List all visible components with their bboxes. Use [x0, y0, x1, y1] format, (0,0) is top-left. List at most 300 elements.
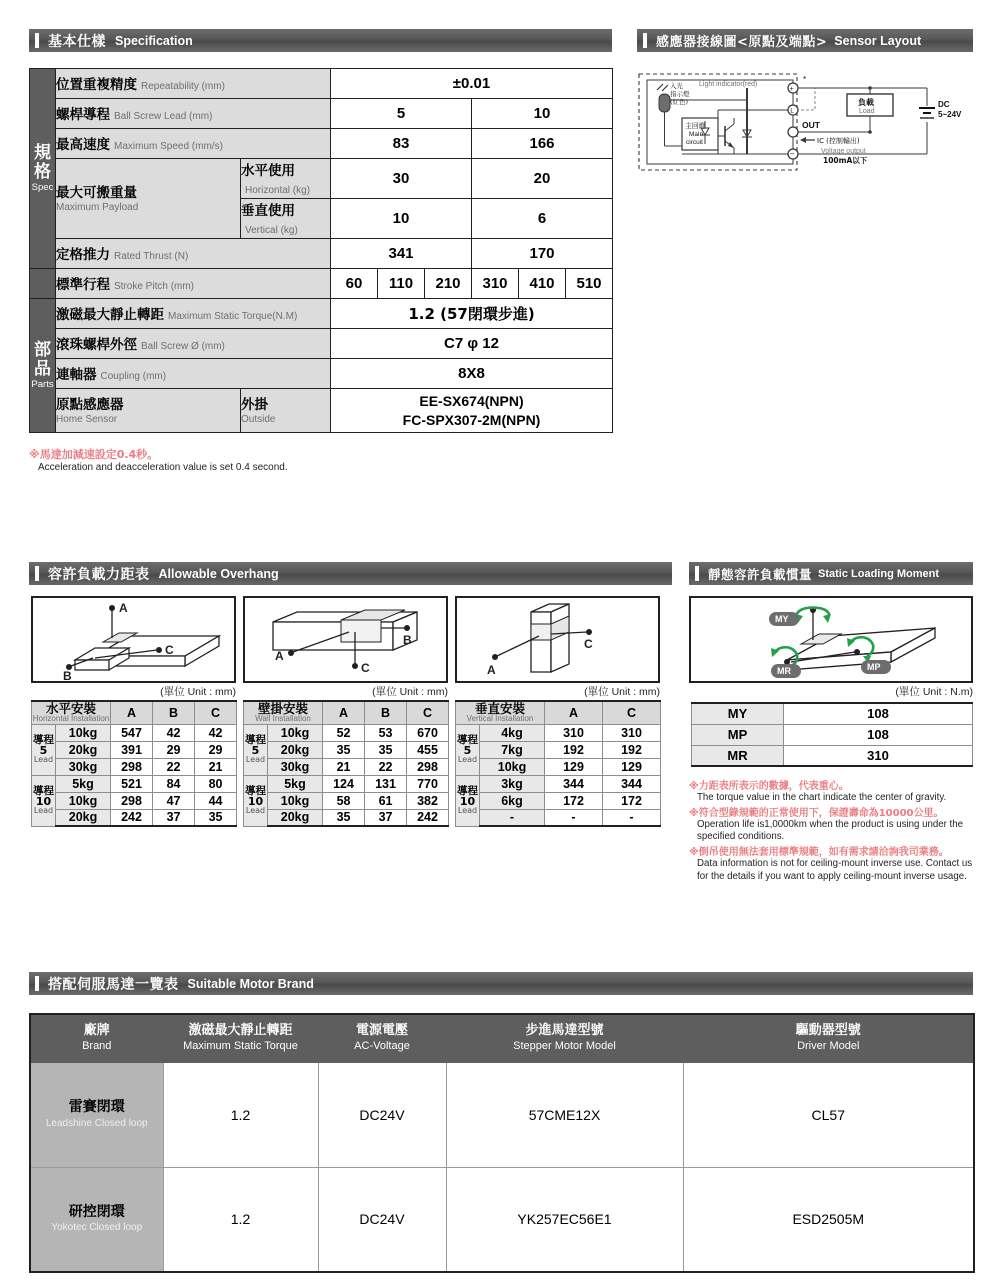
label-zh: 位置重複精度: [56, 77, 137, 93]
svg-text:MY: MY: [775, 614, 789, 624]
value-c: 382: [407, 792, 449, 809]
column-brand: [30, 1014, 163, 1062]
svg-text:(紅色): (紅色): [670, 98, 689, 106]
value-repeatability: ±0.01: [331, 69, 613, 99]
value-c: 42: [195, 724, 237, 741]
table-row: [244, 792, 449, 809]
value-lead-5: 5: [331, 99, 472, 129]
svg-text:MP: MP: [867, 662, 881, 672]
table-row: [692, 703, 973, 724]
unit-label-vertical: (單位 Unit : mm): [584, 686, 660, 698]
svg-text:MR: MR: [777, 666, 791, 676]
table-row: [244, 775, 449, 792]
moment-key-mr: MR: [692, 745, 784, 766]
lead-num: 5: [39, 744, 48, 758]
column-a: A: [323, 701, 365, 724]
value-a: 547: [111, 724, 153, 741]
column-zh: 電源電壓: [355, 1023, 408, 1038]
transistor-symbol: [718, 118, 734, 154]
svg-text:B: B: [63, 669, 72, 681]
side-label-spec-bottom: [30, 269, 56, 299]
table-row: [32, 758, 237, 775]
lead-en: Lead: [245, 755, 266, 765]
value-lead-10: 10: [472, 99, 613, 129]
motor-model-value: 57CME12X: [446, 1062, 683, 1167]
home-sensor-line-1: EE-SX674(NPN): [419, 393, 524, 410]
value-a: 298: [111, 792, 153, 809]
label-en: Ball Screw Lead (mm): [114, 111, 213, 122]
lead-group-10: [244, 775, 268, 826]
column-en: Brand: [82, 1040, 112, 1053]
load-value: 20kg: [268, 809, 323, 826]
value-coupling: 8X8: [331, 359, 613, 389]
horizontal-overhang-diagram: [31, 596, 236, 683]
motor-model-value: YK257EC56E1: [446, 1167, 683, 1272]
table-row: [30, 1167, 974, 1272]
label-zh: 連軸器: [56, 367, 97, 383]
value-vertical-10: 6: [472, 199, 613, 239]
side-label-parts-en: Parts: [31, 378, 54, 390]
svg-text:IC (控制輸出): IC (控制輸出): [817, 137, 860, 145]
motor-title-zh: 搭配伺服馬達一覽表: [48, 976, 179, 993]
value-b: 35: [365, 741, 407, 758]
column-max-static-torque: [163, 1014, 318, 1062]
load-value: 6kg: [480, 792, 545, 809]
bar-tick: [695, 566, 699, 581]
svg-text:C: C: [165, 643, 174, 657]
column-zh: 廠牌: [83, 1023, 110, 1038]
label-max-payload: [56, 159, 241, 239]
static-loading-moment-notes: [689, 777, 979, 883]
led-indicator-icon: [657, 84, 670, 124]
lead-en: Lead: [33, 755, 54, 765]
table-header-row: [244, 701, 449, 724]
label-en: Coupling (mm): [100, 371, 167, 382]
lead-zh: 導程: [245, 733, 266, 746]
moment-title-zh: 靜態容許負載慣量: [708, 566, 813, 582]
table-row: [30, 299, 613, 329]
svg-text:A: A: [487, 663, 496, 677]
svg-text:5~24V: 5~24V: [938, 110, 962, 119]
lead-num: 10: [35, 795, 52, 809]
section-title-zh: 基本仕樣: [48, 33, 106, 50]
section-header-static-loading-moment: [689, 562, 973, 585]
column-b: B: [153, 701, 195, 724]
value-a: 52: [323, 724, 365, 741]
value-home-sensor: [331, 389, 613, 433]
value-c: 670: [407, 724, 449, 741]
header-zh: 壁掛安裝: [258, 701, 309, 716]
header-en: Horizontal Installation: [32, 714, 110, 724]
table-row: [692, 724, 973, 745]
load-value: 20kg: [56, 741, 111, 758]
svg-text:指示燈: 指示燈: [670, 90, 690, 98]
value-thrust-5: 341: [331, 239, 472, 269]
value-b: 84: [153, 775, 195, 792]
value-c: 44: [195, 792, 237, 809]
svg-text:−: −: [789, 149, 795, 159]
table-row: [244, 809, 449, 826]
column-en: AC-Voltage: [354, 1040, 410, 1053]
unit-label-horizontal: (單位 Unit : mm): [160, 686, 236, 698]
lead-group-5: [244, 724, 268, 775]
header-zh: 水平安裝: [46, 701, 97, 716]
column-b: B: [365, 701, 407, 724]
sensor-title-zh: 感應器接線圖<原點及端點>: [656, 35, 828, 50]
brand-en: Yokotec Closed loop: [51, 1222, 143, 1234]
value-horizontal-5: 30: [331, 159, 472, 199]
lead-en: Lead: [457, 755, 478, 765]
load-value: -: [480, 809, 545, 826]
moment-value-my: 108: [784, 703, 973, 724]
section-header-allowable-overhang: [29, 562, 672, 585]
value-vertical-5: 10: [331, 199, 472, 239]
value-horizontal-10: 20: [472, 159, 613, 199]
label-en: Home Sensor: [56, 413, 118, 425]
unit-label-wall: (單位 Unit : mm): [372, 686, 448, 698]
table-row: [244, 758, 449, 775]
value-a: 344: [545, 775, 603, 792]
column-stepper-motor-model: [446, 1014, 683, 1062]
moment-key-my: MY: [692, 703, 784, 724]
table-row: [456, 775, 661, 792]
table-row: [32, 775, 237, 792]
svg-text:Load: Load: [859, 108, 875, 115]
load-value: 4kg: [480, 724, 545, 741]
value-c: 242: [407, 809, 449, 826]
label-en: Outside: [241, 413, 276, 425]
column-en: Driver Model: [797, 1040, 860, 1053]
value-c: 35: [195, 809, 237, 826]
bar-tick: [35, 33, 39, 48]
svg-text:DC: DC: [938, 100, 950, 109]
voltage-value: DC24V: [318, 1167, 446, 1272]
label-en: Vertical (kg): [245, 225, 298, 236]
load-value: 7kg: [480, 741, 545, 758]
note-1-en: The torque value in the chart indicate the center of gravity.: [697, 792, 947, 803]
load-value: 10kg: [268, 724, 323, 741]
label-vertical-payload: [241, 199, 331, 239]
horizontal-installation-table: [31, 700, 237, 827]
value-a: 298: [111, 758, 153, 775]
table-row: [30, 359, 613, 389]
value-thrust-10: 170: [472, 239, 613, 269]
header-en: Wall Installation: [255, 714, 311, 724]
label-rated-thrust: [56, 239, 331, 269]
wall-installation-table: [243, 700, 449, 827]
svg-text:A: A: [119, 601, 128, 615]
table-row: [456, 724, 661, 741]
label-zh: 水平使用: [241, 163, 295, 179]
table-row: [32, 724, 237, 741]
svg-text:+: +: [789, 85, 794, 93]
value-a: 521: [111, 775, 153, 792]
column-en: Stepper Motor Model: [513, 1040, 616, 1053]
value-c: 455: [407, 741, 449, 758]
column-a: A: [545, 701, 603, 724]
label-horizontal-payload: [241, 159, 331, 199]
lead-en: Lead: [245, 806, 266, 816]
label-en: Repeatability (mm): [141, 81, 225, 92]
label-en: Stroke Pitch (mm): [114, 281, 195, 292]
value-stroke-2: 210: [425, 269, 472, 299]
column-c: C: [603, 701, 661, 724]
value-a: 124: [323, 775, 365, 792]
note-2-en: Operation life is1,0000km when the product is using under the specified conditions.: [697, 819, 964, 843]
unit-label-moment: (單位 Unit : N.m): [895, 686, 973, 698]
value-c: 21: [195, 758, 237, 775]
side-label-spec: [30, 69, 56, 269]
label-zh: 滾珠螺桿外徑: [56, 337, 137, 353]
brand-zh: 研控閉環: [68, 1203, 125, 1220]
svg-text:OUT: OUT: [802, 120, 820, 130]
note-2-zh: ※符合型錄規範的正常使用下，保證壽命為10000公里。: [689, 808, 944, 820]
value-a: 58: [323, 792, 365, 809]
label-en: Rated Thrust (N): [114, 251, 189, 262]
moment-diagram: [689, 596, 973, 683]
value-b: 37: [365, 809, 407, 826]
table-row: [30, 99, 613, 129]
column-zh: 激磁最大靜止轉距: [188, 1023, 293, 1038]
svg-text:L: L: [790, 108, 794, 115]
driver-model-value: ESD2505M: [683, 1167, 974, 1272]
column-c: C: [195, 701, 237, 724]
table-row: [30, 69, 613, 99]
brand-en: Leadshine Closed loop: [45, 1117, 148, 1129]
table-row: [456, 792, 661, 809]
table-row: [32, 792, 237, 809]
svg-text:*: *: [803, 75, 807, 84]
label-en: Maximum Speed (mm/s): [114, 141, 223, 152]
load-value: 30kg: [56, 758, 111, 775]
value-b: 42: [153, 724, 195, 741]
label-en: Ball Screw Ø (mm): [141, 341, 225, 352]
table-header-row: [30, 1014, 974, 1062]
lead-group-10: [32, 775, 56, 826]
header-en: Vertical Installation: [466, 714, 534, 724]
table-row: [30, 159, 613, 199]
bar-tick: [35, 566, 39, 581]
note-3-en: Data information is not for ceiling-mount inverse use. Contact us for the details if you want to apply ceiling-mount inverse usage.: [697, 858, 973, 882]
label-zh: 標準行程: [56, 277, 110, 293]
value-max-speed-5: 83: [331, 129, 472, 159]
svg-text:B: B: [403, 633, 412, 647]
header-zh: 垂直安裝: [475, 701, 526, 716]
dc-source-icon: [919, 108, 935, 118]
table-header-row: [456, 701, 661, 724]
label-ball-screw-dia: [56, 329, 331, 359]
moment-key-mp: MP: [692, 724, 784, 745]
table-row: [30, 269, 613, 299]
torque-value: 1.2: [163, 1062, 318, 1167]
lead-num: 10: [459, 795, 476, 809]
lead-en: Lead: [457, 806, 478, 816]
label-zh: 最大可搬重量: [56, 184, 137, 201]
wall-overhang-diagram: [243, 596, 448, 683]
note-3-zh: ※倒吊使用無法套用標準規範，如有需求請洽詢我司業務。: [689, 847, 949, 859]
moment-value-mp: 108: [784, 724, 973, 745]
load-value: 5kg: [268, 775, 323, 792]
sensor-title-en: Sensor Layout: [834, 33, 922, 48]
label-stroke-pitch: [56, 269, 331, 299]
value-a: 192: [545, 741, 603, 758]
label-en: Maximum Static Torque(N.M): [168, 311, 298, 322]
value-a: 35: [323, 741, 365, 758]
static-loading-moment-table: [691, 702, 973, 767]
value-a: 172: [545, 792, 603, 809]
lead-group-5: [32, 724, 56, 775]
table-row: [32, 809, 237, 826]
value-c: -: [603, 809, 661, 826]
suitable-motor-brand-table: [29, 1013, 973, 1273]
lead-zh: 導程: [457, 733, 478, 746]
svg-text:100mA以下: 100mA以下: [823, 156, 868, 165]
value-c: 192: [603, 741, 661, 758]
value-a: 35: [323, 809, 365, 826]
section-header-specification: [29, 29, 612, 52]
vertical-overhang-diagram: [455, 596, 660, 683]
value-b: 47: [153, 792, 195, 809]
torque-value: 1.2: [163, 1167, 318, 1272]
table-row: [244, 741, 449, 758]
load-value: 10kg: [56, 724, 111, 741]
lead-zh: 導程: [245, 784, 266, 797]
vertical-installation-table: [455, 700, 661, 827]
value-c: 770: [407, 775, 449, 792]
value-b: 22: [153, 758, 195, 775]
footnote-en: Acceleration and deacceleration value is set 0.4 second.: [38, 462, 288, 473]
svg-text:C: C: [361, 661, 370, 675]
brand-yokotec: [30, 1167, 163, 1272]
value-ball-screw-dia: C7 φ 12: [331, 329, 613, 359]
value-c: 172: [603, 792, 661, 809]
svg-text:Voltage output: Voltage output: [821, 148, 866, 155]
value-b: 53: [365, 724, 407, 741]
label-zh: 螺桿導程: [56, 107, 110, 123]
header-vertical-install: [456, 701, 545, 724]
value-stroke-0: 60: [331, 269, 378, 299]
column-zh: 驅動器型號: [795, 1023, 861, 1038]
lead-zh: 導程: [33, 784, 54, 797]
svg-text:C: C: [584, 637, 593, 651]
note-1-zh: ※力距表所表示的數據，代表重心。: [689, 781, 849, 792]
value-static-torque: 1.2 (57閉環步進): [331, 299, 613, 329]
section-header-sensor-layout: [637, 29, 973, 52]
moment-value-mr: 310: [784, 745, 973, 766]
label-home-sensor: [56, 389, 241, 433]
sensor-wiring-diagram: [637, 66, 973, 174]
label-coupling: [56, 359, 331, 389]
label-zh: 激磁最大靜止轉距: [56, 307, 164, 323]
label-repeatability: [56, 69, 331, 99]
label-zh: 外掛: [241, 396, 268, 413]
value-a: 21: [323, 758, 365, 775]
load-value: 10kg: [56, 792, 111, 809]
value-c: 310: [603, 724, 661, 741]
label-home-sensor-outside: [241, 389, 331, 433]
overhang-title-en: Allowable Overhang: [158, 566, 279, 581]
svg-text:Main: Main: [689, 131, 704, 138]
label-zh: 最高速度: [56, 137, 110, 153]
driver-model-value: CL57: [683, 1062, 974, 1167]
column-ac-voltage: [318, 1014, 446, 1062]
value-stroke-5: 510: [566, 269, 613, 299]
table-row: [456, 809, 661, 826]
label-static-torque: [56, 299, 331, 329]
column-c: C: [407, 701, 449, 724]
lead-num: 5: [463, 744, 472, 758]
table-row: [456, 758, 661, 775]
label-en: Maximum Payload: [56, 201, 139, 213]
svg-text:A: A: [275, 649, 284, 663]
motor-title-en: Suitable Motor Brand: [187, 976, 314, 991]
lead-zh: 導程: [33, 733, 54, 746]
value-a: 310: [545, 724, 603, 741]
value-c: 80: [195, 775, 237, 792]
table-row: [692, 745, 973, 766]
svg-text:負載: 負載: [858, 98, 874, 107]
column-en: Maximum Static Torque: [183, 1040, 298, 1053]
table-row: [244, 724, 449, 741]
value-b: 61: [365, 792, 407, 809]
header-wall-install: [244, 701, 323, 724]
svg-text:入光: 入光: [670, 82, 683, 90]
section-header-suitable-motor-brand: [29, 972, 973, 995]
label-zh: 原點感應器: [56, 396, 124, 413]
value-max-speed-10: 166: [472, 129, 613, 159]
value-c: 344: [603, 775, 661, 792]
lead-group-10: [456, 775, 480, 826]
value-stroke-3: 310: [472, 269, 519, 299]
lead-en: Lead: [33, 806, 54, 816]
label-zh: 定格推力: [56, 247, 110, 263]
label-en: Horizontal (kg): [245, 185, 311, 196]
brand-zh: 雷賽閉環: [68, 1099, 125, 1116]
table-header-row: [32, 701, 237, 724]
voltage-value: DC24V: [318, 1062, 446, 1167]
svg-text:Light indicator(red): Light indicator(red): [699, 81, 758, 88]
table-row: [30, 329, 613, 359]
value-c: 129: [603, 758, 661, 775]
svg-text:主回燈: 主回燈: [685, 122, 706, 130]
load-value: 20kg: [268, 741, 323, 758]
load-value: 20kg: [56, 809, 111, 826]
brand-leadshine: [30, 1062, 163, 1167]
value-c: 29: [195, 741, 237, 758]
overhang-title-zh: 容許負載力距表: [48, 566, 150, 583]
value-b: 29: [153, 741, 195, 758]
column-driver-model: [683, 1014, 974, 1062]
home-sensor-line-2: FC-SPX307-2M(NPN): [402, 411, 541, 428]
moment-title-en: Static Loading Moment: [818, 567, 940, 580]
value-a: 242: [111, 809, 153, 826]
value-stroke-4: 410: [519, 269, 566, 299]
footnote-zh: ※馬達加減速設定0.4秒。: [29, 448, 159, 461]
lead-group-5: [456, 724, 480, 775]
value-a: -: [545, 809, 603, 826]
lead-zh: 導程: [457, 784, 478, 797]
lead-num: 5: [251, 744, 260, 758]
value-a: 391: [111, 741, 153, 758]
header-horizontal-install: [32, 701, 111, 724]
column-zh: 步進馬達型號: [525, 1023, 604, 1038]
specification-footnote: [29, 446, 449, 475]
label-ball-screw-lead: [56, 99, 331, 129]
lead-num: 10: [247, 795, 264, 809]
value-b: 22: [365, 758, 407, 775]
side-label-spec-zh: 規格: [34, 142, 51, 182]
value-stroke-1: 110: [378, 269, 425, 299]
